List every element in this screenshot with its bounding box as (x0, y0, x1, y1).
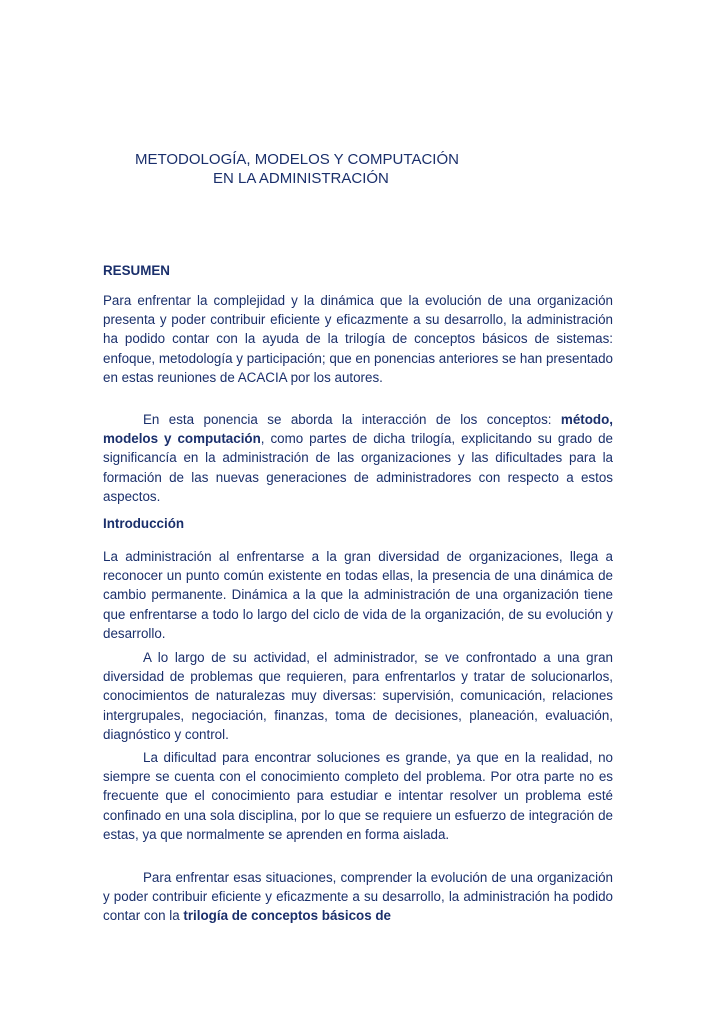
resumen-paragraph-1: Para enfrentar la complejidad y la dinámica que la evolución de una organización presenta y poder contribuir eficiente y eficazmente a su desarrollo, la administración ha podido contar con la ayuda de la trilogía de conceptos básicos de sistemas: enfoque, metodología y participación; que en ponencias anteriores se han presentado en estas reuniones de ACACIA por los autores. (103, 293, 613, 385)
introduccion-paragraph-4-text: Para enfrentar esas situaciones, comprender la evolución de una organización y poder contribuir eficiente y eficazmente a su desarrollo, la administración ha podido contar con la (103, 870, 613, 924)
introduccion-paragraph-3: La dificultad para encontrar soluciones es grande, ya que en la realidad, no siempre se cuenta con el conocimiento completo del problema. Por otra parte no es frecuente que el conocimiento para estudiar e intentar resolver un problema esté confinado en una sola disciplina, por lo que se requiere un esfuerzo de integración de estas, ya que normalmente se aprenden en forma aislada. (103, 750, 613, 842)
document-title-line2: EN LA ADMINISTRACIÓN (213, 170, 389, 187)
resumen-paragraph-2-text-b: , como partes de dicha trilogía, explicitando su grado de significancía en la administración de las organizaciones y las dificultades para la formación de las nuevas generaciones de administradores con respecto a estos aspectos. (103, 431, 613, 504)
introduccion-paragraph-4-bold: trilogía de conceptos básicos de (183, 908, 391, 924)
resumen-paragraph-2-bold: método, modelos y computación (103, 412, 613, 447)
introduccion-paragraph-1: La administración al enfrentarse a la gran diversidad de organizaciones, llega a reconocer un punto común existente en todas ellas, la presencia de una dinámica de cambio permanente. Dinámica a la que la administración de una organización tiene que enfrentarse a todo lo largo del ciclo de vida de la organización, de su evolución y desarrollo. (103, 549, 613, 641)
section-heading-introduccion: Introducción (103, 516, 185, 531)
section-heading-resumen: RESUMEN (103, 263, 170, 278)
introduccion-paragraph-4 (103, 868, 613, 926)
introduccion-paragraph-2: A lo largo de su actividad, el administrador, se ve confrontado a una gran diversidad de problemas que requieren, para enfrentarlos y tratar de solucionarlos, conocimientos de naturalezas muy diversas: supervisión, comunicación, relaciones intergrupales, negociación, finanzas, toma de decisiones, planeación, evaluación, diagnóstico y control. (103, 650, 613, 742)
document-title-line1: METODOLOGÍA, MODELOS Y COMPUTACIÓN (135, 151, 459, 168)
resumen-paragraph-2 (103, 410, 613, 506)
resumen-paragraph-2-text-a: En esta ponencia se aborda la interacción de los conceptos: (143, 412, 561, 427)
